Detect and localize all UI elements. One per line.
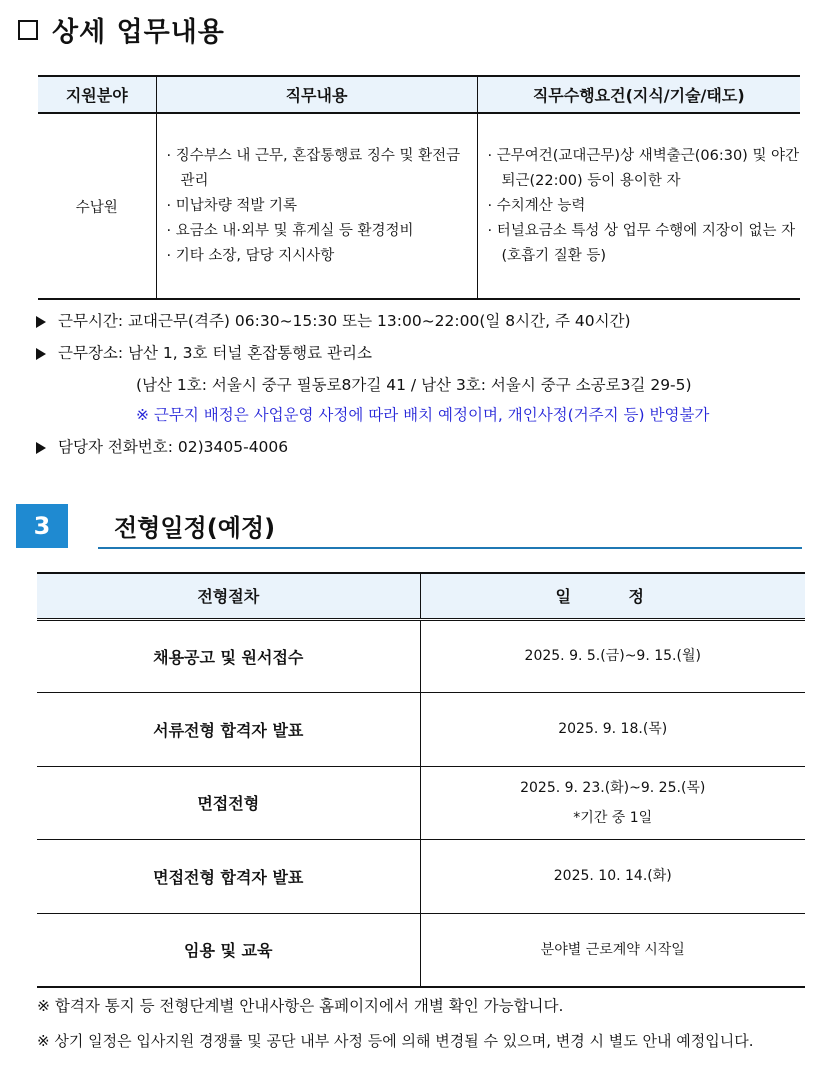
date-extra: *기간 중 1일 bbox=[573, 809, 653, 826]
duty-item: · 징수부스 내 근무, 혼잡통행료 징수 및 환전금 관리 bbox=[166, 147, 461, 189]
duty-item: · 요금소 내·외부 및 휴게실 등 환경정비 bbox=[166, 222, 414, 239]
date-cell bbox=[420, 766, 805, 840]
requirement-item: · 터널요금소 특성 상 업무 수행에 지장이 없는 자(호흡기 질환 등) bbox=[487, 222, 796, 264]
date-cell: 2025. 10. 14.(화) bbox=[420, 840, 805, 914]
section-title-detail: 상세 업무내용 bbox=[18, 10, 225, 49]
duty-item: · 기타 소장, 담당 지시사항 bbox=[166, 247, 335, 264]
checkbox-square-icon bbox=[18, 20, 38, 40]
header-step: 전형절차 bbox=[37, 573, 420, 619]
requirement-item: · 근무여건(교대근무)상 새벽출근(06:30) 및 야간퇴근(22:00) 등이 용이한 자 bbox=[487, 147, 800, 189]
assignment-notice: ※ 근무지 배정은 사업운영 사정에 따라 배치 예정이며, 개인사정(거주지 등) 반영불가 bbox=[136, 406, 710, 424]
table-row bbox=[37, 913, 805, 987]
step-cell: 면접전형 합격자 발표 bbox=[37, 840, 420, 914]
work-address: (남산 1호: 서울시 중구 필동로8가길 41 / 남산 3호: 서울시 중구 소공로3길 29-5) bbox=[136, 376, 692, 394]
contact-phone: 담당자 전화번호: 02)3405-4006 bbox=[36, 437, 288, 457]
schedule-table bbox=[37, 572, 805, 988]
table-row bbox=[37, 619, 805, 693]
table-row bbox=[37, 693, 805, 767]
step-cell: 서류전형 합격자 발표 bbox=[37, 693, 420, 767]
requirements-cell bbox=[477, 113, 800, 299]
date-text: 2025. 9. 23.(화)~9. 25.(목) bbox=[520, 779, 706, 796]
header-date: 일 정 bbox=[420, 573, 805, 619]
date-cell: 분야별 근로계약 시작일 bbox=[420, 913, 805, 987]
header-requirements: 직무수행요건(지식/기술/태도) bbox=[477, 76, 800, 113]
triangle-bullet-icon bbox=[36, 348, 46, 360]
duties-cell bbox=[156, 113, 477, 299]
table-row bbox=[37, 766, 805, 840]
requirement-item: · 수치계산 능력 bbox=[487, 197, 586, 214]
duty-item: · 미납차량 적발 기록 bbox=[166, 197, 297, 214]
section-underline bbox=[98, 547, 802, 549]
duty-table bbox=[38, 75, 800, 300]
section-title-schedule: 전형일정(예정) bbox=[114, 514, 276, 542]
header-field: 지원분야 bbox=[38, 76, 156, 113]
table-row bbox=[37, 840, 805, 914]
schedule-note: ※ 합격자 통지 등 전형단계별 안내사항은 홈페이지에서 개별 확인 가능합니다. bbox=[37, 997, 564, 1015]
header-duties: 직무내용 bbox=[156, 76, 477, 113]
step-cell: 채용공고 및 원서접수 bbox=[37, 619, 420, 693]
field-cell: 수납원 bbox=[75, 199, 118, 216]
work-location: 근무장소: 남산 1, 3호 터널 혼잡통행료 관리소 bbox=[36, 343, 372, 363]
triangle-bullet-icon bbox=[36, 316, 46, 328]
date-cell: 2025. 9. 18.(목) bbox=[420, 693, 805, 767]
section-number-badge: 3 bbox=[16, 504, 68, 548]
step-cell: 임용 및 교육 bbox=[37, 913, 420, 987]
step-cell: 면접전형 bbox=[37, 766, 420, 840]
work-hours: 근무시간: 교대근무(격주) 06:30~15:30 또는 13:00~22:00(일 8시간, 주 40시간) bbox=[36, 311, 631, 331]
triangle-bullet-icon bbox=[36, 442, 46, 454]
schedule-note: ※ 상기 일정은 입사지원 경쟁률 및 공단 내부 사정 등에 의해 변경될 수 있으며, 변경 시 별도 안내 예정입니다. bbox=[37, 1032, 754, 1050]
date-cell: 2025. 9. 5.(금)~9. 15.(월) bbox=[420, 619, 805, 693]
